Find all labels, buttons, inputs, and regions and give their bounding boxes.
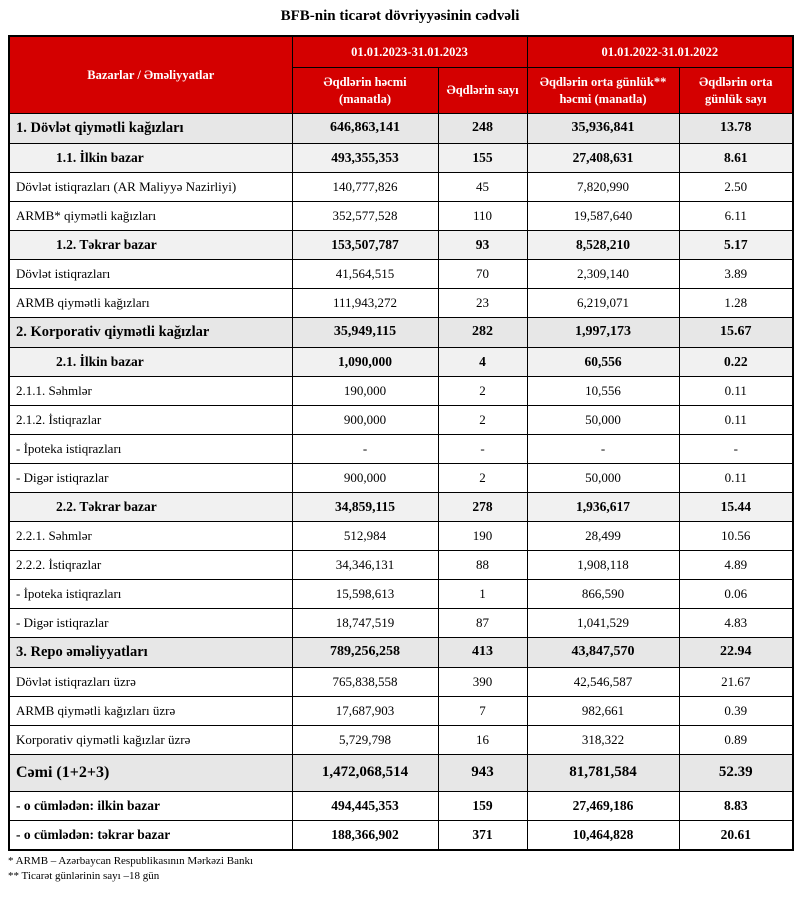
turnover-table	[8, 35, 794, 851]
row-label: - Digər istiqrazlar	[9, 463, 292, 492]
table-row	[9, 172, 793, 201]
table-row	[9, 791, 793, 820]
row-value: 493,355,353	[292, 143, 438, 172]
row-value: -	[438, 434, 527, 463]
row-value: 0.06	[679, 579, 793, 608]
row-value: 20.61	[679, 820, 793, 850]
row-value: 646,863,141	[292, 113, 438, 143]
row-value: 1.28	[679, 288, 793, 317]
table-row	[9, 259, 793, 288]
row-value: 4	[438, 347, 527, 376]
row-value: 27,469,186	[527, 791, 679, 820]
row-value: 45	[438, 172, 527, 201]
row-value: 18,747,519	[292, 608, 438, 637]
row-value: 15.67	[679, 317, 793, 347]
row-value: 43,847,570	[527, 637, 679, 667]
row-value: 7,820,990	[527, 172, 679, 201]
row-value: 6,219,071	[527, 288, 679, 317]
table-row	[9, 463, 793, 492]
table-row	[9, 288, 793, 317]
row-value: 190,000	[292, 376, 438, 405]
row-value: 1,908,118	[527, 550, 679, 579]
row-value: 2.50	[679, 172, 793, 201]
row-value: 41,564,515	[292, 259, 438, 288]
row-value: 10,556	[527, 376, 679, 405]
table-row	[9, 434, 793, 463]
row-value: 390	[438, 667, 527, 696]
row-value: 0.11	[679, 376, 793, 405]
row-value: 512,984	[292, 521, 438, 550]
row-value: -	[527, 434, 679, 463]
row-value: 900,000	[292, 405, 438, 434]
row-value: 1,090,000	[292, 347, 438, 376]
row-label: 1.1. İlkin bazar	[9, 143, 292, 172]
row-label: - İpoteka istiqrazları	[9, 434, 292, 463]
column-header-count-2023: Əqdlərin sayı	[438, 68, 527, 114]
row-label: 2.1.2. İstiqrazlar	[9, 405, 292, 434]
row-value: 248	[438, 113, 527, 143]
row-value: 153,507,787	[292, 230, 438, 259]
row-value: 188,366,902	[292, 820, 438, 850]
row-value: 159	[438, 791, 527, 820]
row-value: 352,577,528	[292, 201, 438, 230]
row-value: 81,781,584	[527, 754, 679, 791]
row-value: 34,859,115	[292, 492, 438, 521]
row-value: 0.22	[679, 347, 793, 376]
table-row	[9, 820, 793, 850]
row-value: 42,546,587	[527, 667, 679, 696]
row-value: 17,687,903	[292, 696, 438, 725]
table-row	[9, 579, 793, 608]
row-label: 2.2. Təkrar bazar	[9, 492, 292, 521]
row-value: 5.17	[679, 230, 793, 259]
row-value: 23	[438, 288, 527, 317]
row-value: 1,041,529	[527, 608, 679, 637]
row-label: - Digər istiqrazlar	[9, 608, 292, 637]
row-value: 0.39	[679, 696, 793, 725]
row-value: 22.94	[679, 637, 793, 667]
row-label: 2.2.2. İstiqrazlar	[9, 550, 292, 579]
table-row	[9, 317, 793, 347]
table-row	[9, 492, 793, 521]
row-value: 900,000	[292, 463, 438, 492]
row-value: 155	[438, 143, 527, 172]
row-label: 2.2.1. Səhmlər	[9, 521, 292, 550]
row-value: 3.89	[679, 259, 793, 288]
row-label: 1.2. Təkrar bazar	[9, 230, 292, 259]
row-value: 0.11	[679, 405, 793, 434]
row-value: 4.89	[679, 550, 793, 579]
row-value: 1	[438, 579, 527, 608]
row-value: 88	[438, 550, 527, 579]
row-value: 34,346,131	[292, 550, 438, 579]
row-value: 2,309,140	[527, 259, 679, 288]
row-value: 140,777,826	[292, 172, 438, 201]
row-value: 35,949,115	[292, 317, 438, 347]
row-label: Dövlət istiqrazları	[9, 259, 292, 288]
row-label: 2.1. İlkin bazar	[9, 347, 292, 376]
table-row	[9, 754, 793, 791]
table-body	[9, 113, 793, 850]
row-value: 70	[438, 259, 527, 288]
row-value: 7	[438, 696, 527, 725]
row-value: 28,499	[527, 521, 679, 550]
row-value: 110	[438, 201, 527, 230]
table-row	[9, 347, 793, 376]
row-value: 494,445,353	[292, 791, 438, 820]
page-title: BFB-nin ticarət dövriyyəsinin cədvəli	[280, 8, 520, 24]
footnote-armb: * ARMB – Azərbaycan Respublikasının Mərkəzi Bankı	[8, 854, 254, 867]
row-value: 52.39	[679, 754, 793, 791]
row-label: - İpoteka istiqrazları	[9, 579, 292, 608]
row-value: 982,661	[527, 696, 679, 725]
row-value: 413	[438, 637, 527, 667]
row-value: 50,000	[527, 405, 679, 434]
row-label: 2. Korporativ qiymətli kağızlar	[9, 317, 292, 347]
row-value: 93	[438, 230, 527, 259]
row-value: 2	[438, 405, 527, 434]
row-value: 50,000	[527, 463, 679, 492]
row-value: 2	[438, 463, 527, 492]
row-value: 6.11	[679, 201, 793, 230]
row-value: 789,256,258	[292, 637, 438, 667]
row-value: 318,322	[527, 725, 679, 754]
row-value: 190	[438, 521, 527, 550]
row-label: 3. Repo əməliyyatları	[9, 637, 292, 667]
table-row	[9, 608, 793, 637]
row-value: 27,408,631	[527, 143, 679, 172]
row-value: 371	[438, 820, 527, 850]
row-value: 278	[438, 492, 527, 521]
table-header	[9, 36, 793, 113]
row-value: 866,590	[527, 579, 679, 608]
row-label: ARMB qiymətli kağızları	[9, 288, 292, 317]
table-row	[9, 696, 793, 725]
column-header-period-2022: 01.01.2022-31.01.2022	[527, 36, 793, 68]
row-value: 111,943,272	[292, 288, 438, 317]
row-value: 16	[438, 725, 527, 754]
row-value: 5,729,798	[292, 725, 438, 754]
row-value: 2	[438, 376, 527, 405]
row-value: 15.44	[679, 492, 793, 521]
column-header-avg-count-2022: Əqdlərin orta günlük sayı	[679, 68, 793, 114]
row-value: 1,936,617	[527, 492, 679, 521]
row-value: 35,936,841	[527, 113, 679, 143]
row-label: ARMB* qiymətli kağızları	[9, 201, 292, 230]
column-header-markets: Bazarlar / Əməliyyatlar	[9, 36, 292, 113]
row-value: 1,472,068,514	[292, 754, 438, 791]
table-row	[9, 230, 793, 259]
row-label: Korporativ qiymətli kağızlar üzrə	[9, 725, 292, 754]
table-row	[9, 521, 793, 550]
footnotes	[8, 854, 792, 884]
table-row	[9, 725, 793, 754]
row-value: -	[292, 434, 438, 463]
table-row	[9, 637, 793, 667]
table-row	[9, 201, 793, 230]
row-value: 10.56	[679, 521, 793, 550]
table-row	[9, 376, 793, 405]
row-value: 4.83	[679, 608, 793, 637]
column-header-avg-volume-2022: Əqdlərin orta günlük** həcmi (manatla)	[527, 68, 679, 114]
row-value: 13.78	[679, 113, 793, 143]
row-value: 1,997,173	[527, 317, 679, 347]
table-row	[9, 550, 793, 579]
row-value: 10,464,828	[527, 820, 679, 850]
row-value: 282	[438, 317, 527, 347]
table-row	[9, 143, 793, 172]
row-value: 765,838,558	[292, 667, 438, 696]
footnote-trading-days: ** Ticarət günlərinin sayı –18 gün	[8, 869, 160, 882]
row-label: - o cümlədən: təkrar bazar	[9, 820, 292, 850]
row-value: 8,528,210	[527, 230, 679, 259]
table-row	[9, 405, 793, 434]
column-header-period-2023: 01.01.2023-31.01.2023	[292, 36, 527, 68]
column-header-volume-2023: Əqdlərin həcmi (manatla)	[292, 68, 438, 114]
row-value: 943	[438, 754, 527, 791]
row-value: 19,587,640	[527, 201, 679, 230]
row-label: Cəmi (1+2+3)	[9, 754, 292, 791]
row-value: -	[679, 434, 793, 463]
row-value: 60,556	[527, 347, 679, 376]
row-label: 2.1.1. Səhmlər	[9, 376, 292, 405]
row-label: Dövlət istiqrazları (AR Maliyyə Nazirliyi)	[9, 172, 292, 201]
table-row	[9, 667, 793, 696]
row-value: 15,598,613	[292, 579, 438, 608]
row-label: 1. Dövlət qiymətli kağızları	[9, 113, 292, 143]
row-value: 87	[438, 608, 527, 637]
row-value: 0.89	[679, 725, 793, 754]
row-label: ARMB qiymətli kağızları üzrə	[9, 696, 292, 725]
row-value: 8.83	[679, 791, 793, 820]
row-value: 0.11	[679, 463, 793, 492]
row-value: 8.61	[679, 143, 793, 172]
row-value: 21.67	[679, 667, 793, 696]
table-row	[9, 113, 793, 143]
row-label: Dövlət istiqrazları üzrə	[9, 667, 292, 696]
row-label: - o cümlədən: ilkin bazar	[9, 791, 292, 820]
